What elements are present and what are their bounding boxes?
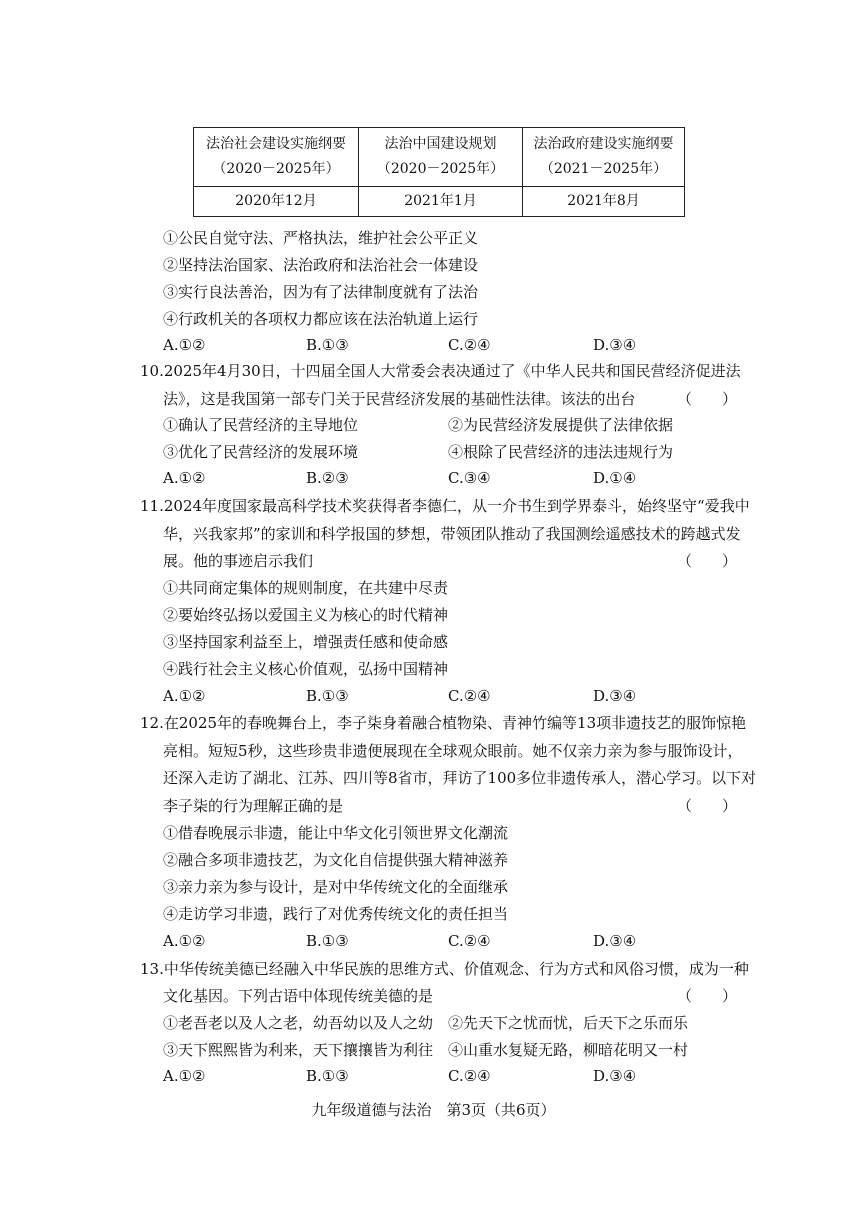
q9-statement: ③实行良法善治，因为有了法律制度就有了法治 (163, 283, 479, 301)
q10-statement: ①确认了民营经济的主导地位 (163, 416, 359, 434)
option-b: B.①③ (306, 687, 349, 705)
plans-table (193, 127, 685, 217)
q11-statement: ②要始终弘扬以爱国主义为核心的时代精神 (163, 606, 449, 624)
option-c: C.②④ (448, 932, 491, 950)
q11-stem-line: 华，兴我家邦”的家训和科学报国的梦想，带领团队推动了我国测绘遥感技术的跨越式发 (163, 525, 741, 543)
q12-stem-line: 12.在2025年的春晚舞台上，李子柒身着融合植物染、青神竹编等13项非遗技艺的服饰惊艳 (140, 714, 747, 732)
option-b: B.②③ (306, 469, 349, 487)
q13-statement: ③天下熙熙皆为利来，天下攘攘皆为利往 (163, 1041, 434, 1059)
answer-bracket: （ ） (676, 797, 737, 815)
q12-statement: ①借春晚展示非遗，能让中华文化引领世界文化潮流 (163, 824, 509, 842)
q9-statement: ①公民自觉守法、严格执法，维护社会公平正义 (163, 229, 479, 247)
option-a: A.①② (163, 932, 206, 950)
option-a: A.①② (163, 1067, 206, 1085)
q13-stem-line: 13.中华传统美德已经融入中华民族的思维方式、价值观念、行为方式和风俗习惯，成为一种 (140, 960, 749, 978)
table-cell: 2020年12月 (194, 187, 359, 217)
table-row (194, 187, 685, 217)
table-cell: 法治社会建设实施纲要 （2020－2025年） (194, 128, 359, 187)
table-cell: 2021年8月 (523, 187, 685, 217)
q10-stem-line: 10.2025年4月30日，十四届全国人大常委会表决通过了《中华人民共和国民营经济促进法 (140, 362, 741, 380)
table-cell: 法治政府建设实施纲要 （2021－2025年） (523, 128, 685, 187)
option-c: C.③④ (448, 469, 491, 487)
option-b: B.①③ (306, 1067, 349, 1085)
q11-stem-line: 11.2024年度国家最高科学技术奖获得者李德仁，从一介书生到学界泰斗，始终坚守“爱我中 (140, 497, 750, 515)
option-d: D.③④ (593, 1067, 637, 1085)
option-b: B.①③ (306, 932, 349, 950)
option-d: D.①④ (593, 469, 637, 487)
q13-stem-line: 文化基因。下列古语中体现传统美德的是 (163, 987, 434, 1005)
q10-statement: ④根除了民营经济的违法违规行为 (448, 443, 674, 461)
table-cell: 法治中国建设规划 （2020－2025年） (359, 128, 523, 187)
option-c: C.②④ (448, 687, 491, 705)
q12-stem-line: 还深入走访了湖北、江苏、四川等8省市，拜访了100多位非遗传承人，潜心学习。以下对 (163, 769, 757, 787)
answer-bracket: （ ） (676, 390, 737, 408)
page-footer: 九年级道德与法治 第3页（共6页） (311, 1101, 556, 1119)
option-d: D.③④ (593, 336, 637, 354)
q9-statement: ②坚持法治国家、法治政府和法治社会一体建设 (163, 256, 479, 274)
answer-bracket: （ ） (676, 987, 737, 1005)
option-b: B.①③ (306, 336, 349, 354)
option-a: A.①② (163, 687, 206, 705)
q12-statement: ③亲力亲为参与设计，是对中华传统文化的全面继承 (163, 878, 509, 896)
option-a: A.①② (163, 469, 206, 487)
q10-statement: ③优化了民营经济的发展环境 (163, 443, 359, 461)
option-d: D.③④ (593, 687, 637, 705)
q13-statement: ②先天下之忧而忧，后天下之乐而乐 (448, 1014, 689, 1032)
option-a: A.①② (163, 336, 206, 354)
q11-statement: ①共同商定集体的规则制度，在共建中尽责 (163, 579, 449, 597)
q12-statement: ②融合多项非遗技艺，为文化自信提供强大精神滋养 (163, 851, 509, 869)
table-row (194, 128, 685, 187)
q12-stem-line: 李子柒的行为理解正确的是 (163, 797, 344, 815)
q12-stem-line: 亮相。短短5秒，这些珍贵非遗便展现在全球观众眼前。她不仅亲力亲为参与服饰设计， (163, 742, 743, 760)
option-d: D.③④ (593, 932, 637, 950)
table-cell: 2021年1月 (359, 187, 523, 217)
q11-statement: ④践行社会主义核心价值观，弘扬中国精神 (163, 660, 449, 678)
q10-stem-line: 法》，这是我国第一部专门关于民营经济发展的基础性法律。该法的出台 (163, 390, 636, 408)
q11-statement: ③坚持国家利益至上，增强责任感和使命感 (163, 633, 449, 651)
option-c: C.②④ (448, 336, 491, 354)
answer-bracket: （ ） (676, 552, 737, 570)
q13-statement: ④山重水复疑无路，柳暗花明又一村 (448, 1041, 689, 1059)
q12-statement: ④走访学习非遗，践行了对优秀传统文化的责任担当 (163, 905, 509, 923)
q13-statement: ①老吾老以及人之老，幼吾幼以及人之幼 (163, 1014, 434, 1032)
q11-stem-line: 展。他的事迹启示我们 (163, 552, 314, 570)
q10-statement: ②为民营经济发展提供了法律依据 (448, 416, 674, 434)
option-c: C.②④ (448, 1067, 491, 1085)
q9-statement: ④行政机关的各项权力都应该在法治轨道上运行 (163, 310, 479, 328)
